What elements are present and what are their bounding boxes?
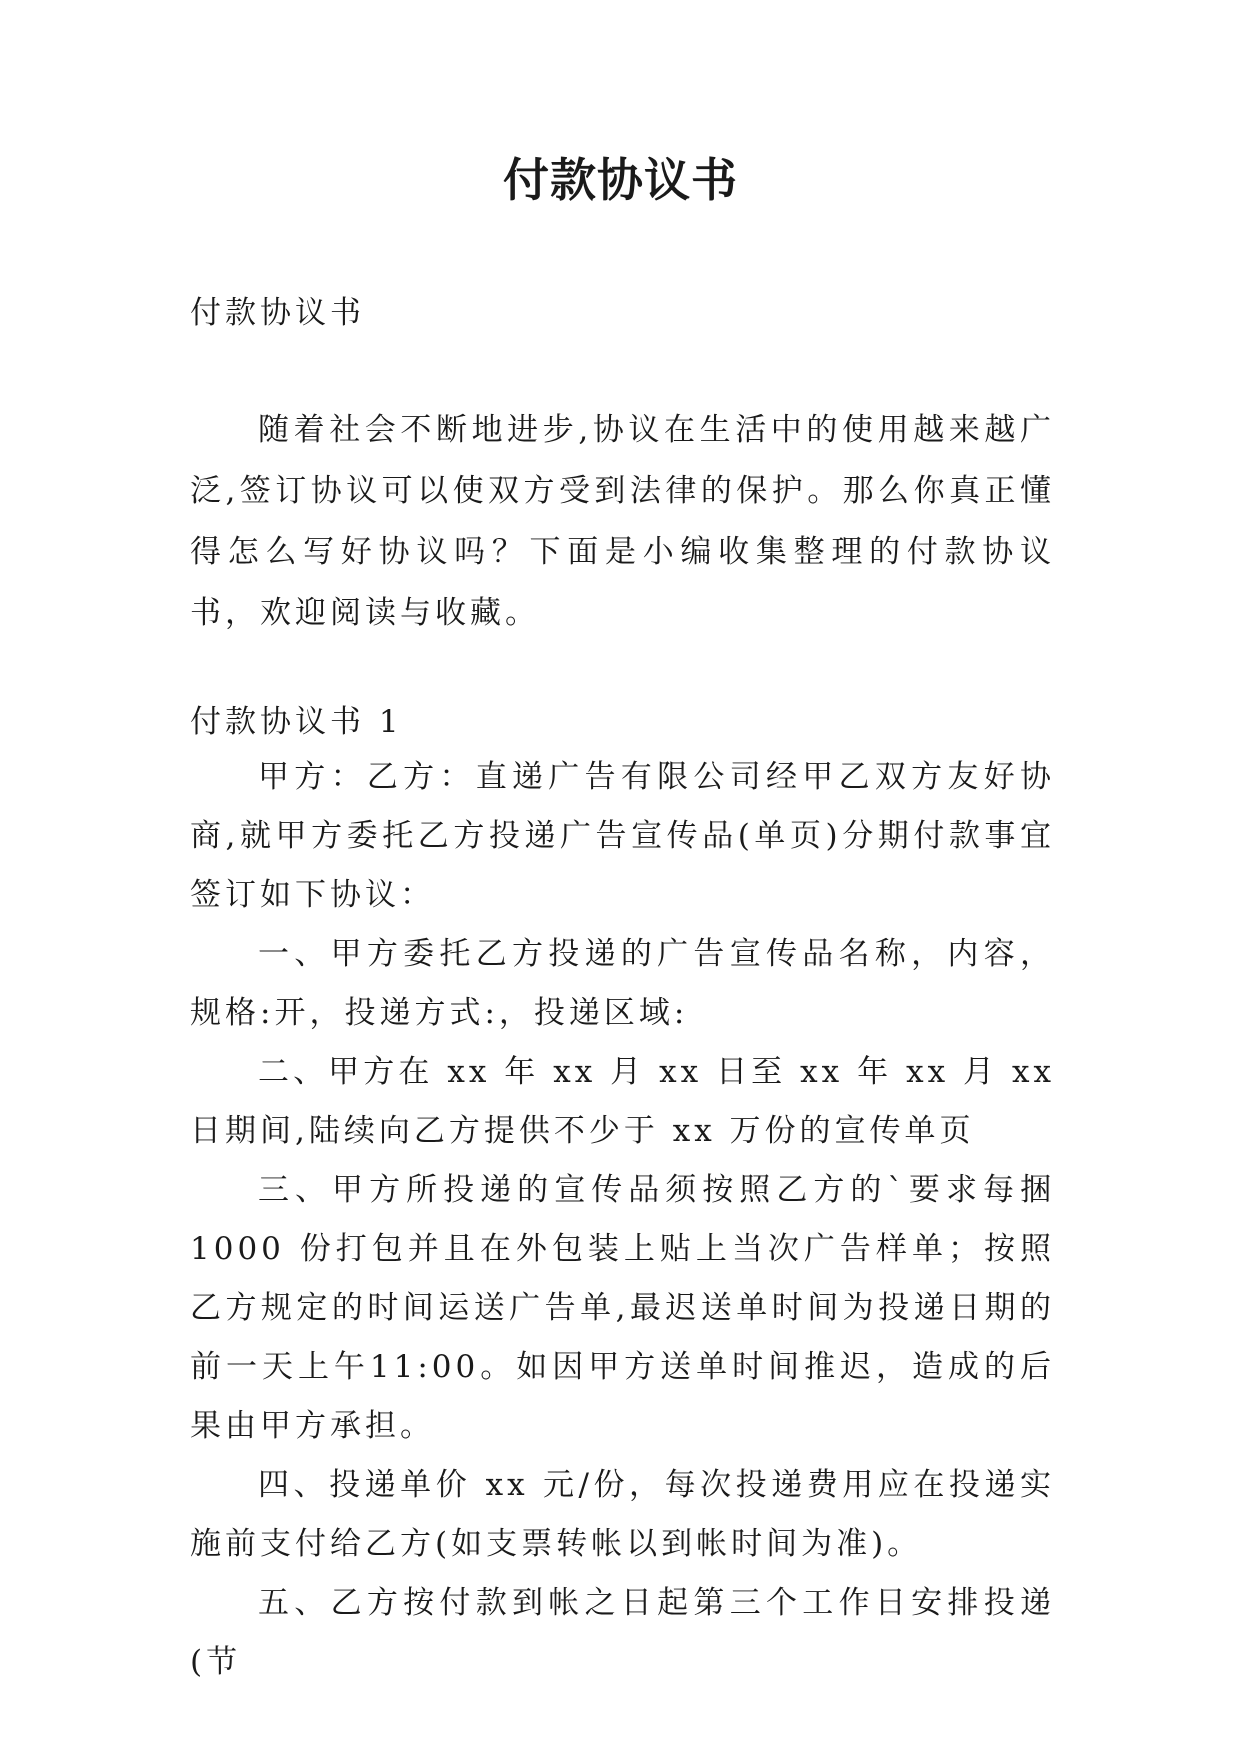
clause-4: 四、投递单价 xx 元/份，每次投递费用应在投递实施前支付给乙方(如支票转帐以到帐时间为准)。 xyxy=(190,1467,1055,1562)
section-heading: 付款协议书 1 xyxy=(190,704,403,740)
intro-paragraph: 随着社会不断地进步,协议在生活中的使用越来越广泛,签订协议可以使双方受到法律的保护。那么你真正懂得怎么写好协议吗？下面是小编收集整理的付款协议书，欢迎阅读与收藏。 xyxy=(190,412,1055,631)
document-title: 付款协议书 xyxy=(503,153,738,207)
clause-5: 五、乙方按付款到帐之日起第三个工作日安排投递(节 xyxy=(190,1585,1055,1680)
document-subtitle: 付款协议书 xyxy=(190,295,365,331)
clause-list xyxy=(190,748,1055,1692)
clause-2: 二、甲方在 xx 年 xx 月 xx 日至 xx 年 xx 月 xx 日期间,陆续向乙方提供不少于 xx 万份的宣传单页 xyxy=(190,1054,1055,1149)
clause-3: 三、甲方所投递的宣传品须按照乙方的`要求每捆 1000 份打包并且在外包装上贴上当次广告样单；按照乙方规定的时间运送广告单,最迟送单时间为投递日期的前一天上午11:00。如因甲方送单时间推迟，造成的后果由甲方承担。 xyxy=(190,1172,1055,1444)
clause-1: 一、甲方委托乙方投递的广告宣传品名称，内容，规格:开，投递方式:，投递区域: xyxy=(190,936,1055,1031)
clause-parties: 甲方：乙方：直递广告有限公司经甲乙双方友好协商,就甲方委托乙方投递广告宣传品(单页)分期付款事宜签订如下协议： xyxy=(190,759,1055,913)
